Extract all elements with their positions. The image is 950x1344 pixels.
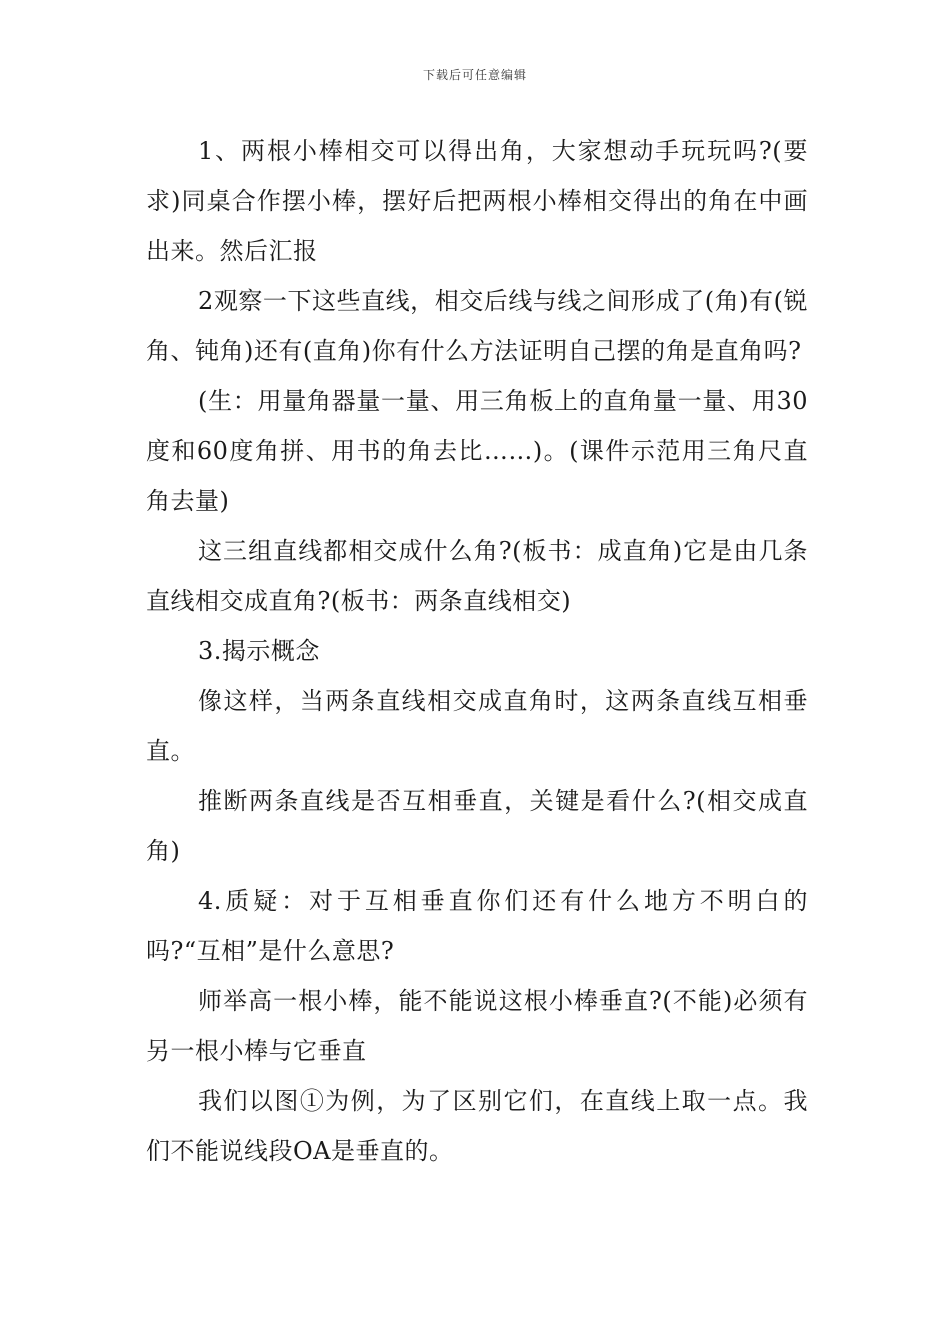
- paragraph: (生：用量角器量一量、用三角板上的直角量一量、用30度和60度角拼、用书的角去比……)。(课件示范用三角尺直角去量): [146, 387, 808, 515]
- paragraph: 师举高一根小棒，能不能说这根小棒垂直?(不能)必须有另一根小棒与它垂直: [146, 987, 808, 1065]
- paragraph: 像这样，当两条直线相交成直角时，这两条直线互相垂直。: [146, 687, 808, 765]
- paragraph: 4.质疑：对于互相垂直你们还有什么地方不明白的吗?“互相”是什么意思?: [146, 887, 808, 965]
- paragraph: 3.揭示概念: [198, 637, 320, 665]
- document-body: [146, 126, 808, 1176]
- paragraph: 1、两根小棒相交可以得出角，大家想动手玩玩吗?(要求)同桌合作摆小棒，摆好后把两根小棒相交得出的角在中画出来。然后汇报: [146, 137, 808, 265]
- paragraph: 推断两条直线是否互相垂直，关键是看什么?(相交成直角): [146, 787, 808, 865]
- paragraph: 我们以图①为例，为了区别它们，在直线上取一点。我们不能说线段OA是垂直的。: [146, 1087, 808, 1165]
- page-header: 下载后可任意编辑: [422, 68, 527, 82]
- paragraph: 这三组直线都相交成什么角?(板书：成直角)它是由几条直线相交成直角?(板书：两条直线相交): [146, 537, 808, 615]
- paragraph: 2观察一下这些直线，相交后线与线之间形成了(角)有(锐角、钝角)还有(直角)你有什么方法证明自己摆的角是直角吗?: [146, 287, 808, 365]
